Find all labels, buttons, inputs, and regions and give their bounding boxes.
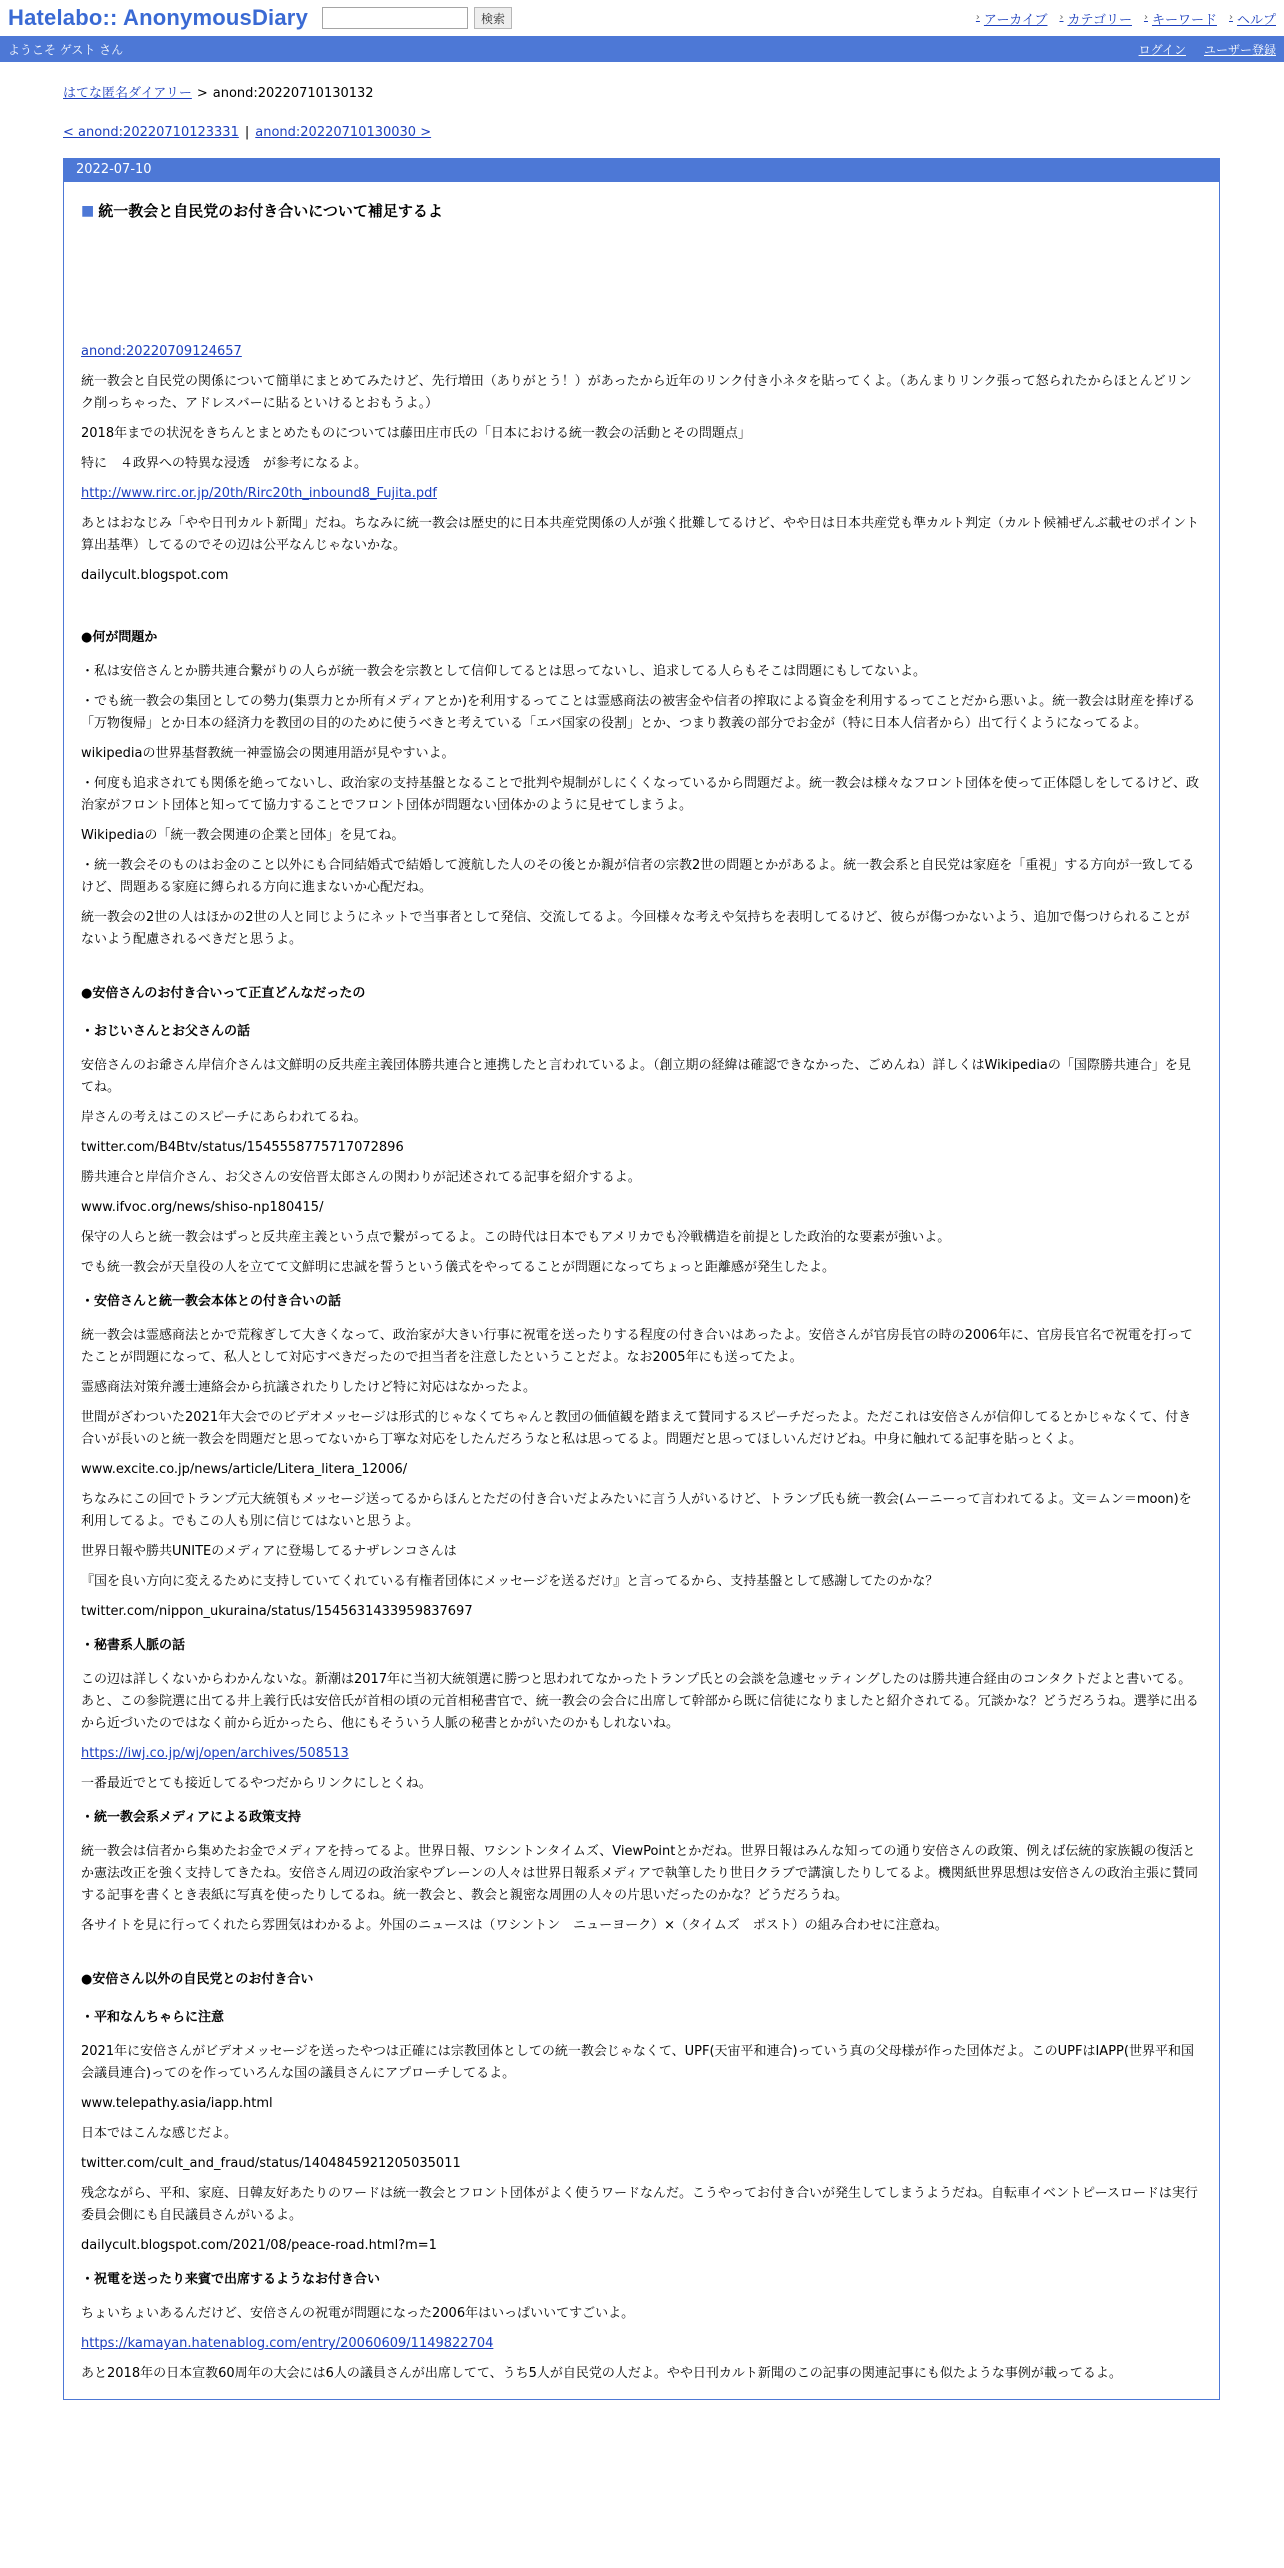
permalink-square-icon[interactable]: ■ — [81, 202, 95, 219]
paragraph: でも統一教会が天皇役の人を立てて文鮮明に忠誠を誓うという儀式をやってることが問題になってちょっと距離感が発生したよ。 — [81, 1260, 836, 1275]
paragraph: twitter.com/cult_and_fraud/status/1404845921205035011 — [81, 2156, 461, 2171]
section-heading: ●安倍さん以外の自民党とのお付き合い — [81, 1972, 314, 1987]
chevron-right-icon: › — [1143, 12, 1148, 23]
paragraph: ・でも統一教会の集団としての勢力(集票力とか所有メディアとか)を利用するってことは霊感商法の被害金や信者の搾取による資金を利用するってことだから悪いよ。統一教会は財産を捧げる「万物復帰」とか日本の経済力を教団の目的のために使うべきと考えている「エバ国家の役割」とか、つまり教義の部分でお金が（特に日本人信者から）出て行くようになってるよ。 — [81, 694, 1196, 731]
paragraph: ・統一教会そのものはお金のこと以外にも合同結婚式で結婚して渡航した人のその後とか親が信者の宗教2世の問題とかがあるよ。統一教会系と自民党は家庭を「重視」する方向が一致してるけど、問題ある家庭に縛られる方向に進まないか心配だね。 — [81, 858, 1195, 895]
paragraph: wikipediaの世界基督教統一神霊協会の関連用語が見やすいよ。 — [81, 746, 455, 761]
chevron-right-icon: › — [1228, 12, 1233, 23]
section-heading: ●安倍さんのお付き合いって正直どんなだったの — [81, 986, 366, 1001]
paragraph: あと2018年の日本宣教60周年の大会には6人の議員さんが出席してて、うち5人が自民党の人だよ。やや日刊カルト新聞のこの記事の関連記事にも似たような事例が載ってるよ。 — [81, 2366, 1122, 2381]
entry-title-text: 統一教会と自民党のお付き合いについて補足するよ — [98, 202, 443, 220]
entry-section — [64, 200, 1219, 2399]
paragraph: 統一教会は霊感商法とかで荒稼ぎして大きくなって、政治家が大きい行事に祝電を送ったりする程度の付き合いはあったよ。安倍さんが官房長官の時の2006年に、官房長官名で祝電を打ってたことが問題になって、私人として対応すべきだったので担当者を注意したということだよ。なお2005年にも送ってたよ。 — [81, 1328, 1193, 1365]
user-bar — [0, 36, 1284, 62]
register-link[interactable]: ユーザー登録 — [1203, 42, 1276, 57]
breadcrumb-current: anond:20220710130132 — [212, 86, 374, 101]
ref-link[interactable]: anond:20220709124657 — [81, 344, 242, 359]
search-input[interactable] — [322, 7, 468, 29]
next-entry-link[interactable]: anond:20220710130030 > — [255, 125, 432, 140]
paragraph: ちょいちょいあるんだけど、安倍さんの祝電が問題になった2006年はいっぱいいてすごいよ。 — [81, 2306, 635, 2321]
paragraph: www.ifvoc.org/news/shiso-np180415/ — [81, 1200, 324, 1215]
paragraph: あとはおなじみ「やや日刊カルト新聞」だね。ちなみに統一教会は歴史的に日本共産党関係の人が強く批難してるけど、やや日は日本共産党も準カルト判定（カルト候補ぜんぶ載せのポイント算出基準）してるのでその辺は公平なんじゃないかな。 — [81, 516, 1200, 553]
pdf-link[interactable]: http://www.rirc.or.jp/20th/Rirc20th_inbound8_Fujita.pdf — [81, 486, 437, 501]
paragraph: 統一教会と自民党の関係について簡単にまとめてみたけど、先行増田（ありがとう！）があったから近年のリンク付き小ネタを貼ってくよ。（あんまりリンク張って怒られたからほとんどリンク削っちゃった、アドレスバーに貼るといけるとおもうよ。） — [81, 374, 1192, 411]
breadcrumb-separator: > — [196, 86, 208, 101]
paragraph: ・私は安倍さんとか勝共連合繋がりの人らが統一教会を宗教として信仰してるとは思ってないし、追求してる人らもそこは問題にもしてないよ。 — [81, 664, 927, 679]
sub-heading: ・おじいさんとお父さんの話 — [81, 1024, 251, 1039]
prev-entry-link[interactable]: < anond:20220710123331 — [63, 125, 239, 140]
day-date: 2022-07-10 — [64, 158, 1219, 182]
paragraph: 残念ながら、平和、家庭、日韓友好あたりのワードは統一教会とフロント団体がよく使うワードなんだ。こうやってお付き合いが発生してしまうようだね。自転車イベントピースロードは実行委員会側にも自民議員さんがいるよ。 — [81, 2186, 1198, 2223]
pager-separator: | — [244, 125, 250, 140]
paragraph: dailycult.blogspot.com/2021/08/peace-road.html?m=1 — [81, 2238, 437, 2253]
welcome-text: ようこそ ゲスト さん — [8, 42, 124, 57]
sub-heading: ・安倍さんと統一教会本体との付き合いの話 — [81, 1294, 342, 1309]
pager — [63, 125, 1284, 140]
nav-keyword[interactable]: › キーワード — [1143, 12, 1217, 28]
paragraph: 2021年に安倍さんがビデオメッセージを送ったやつは正確には宗教団体としての統一教会じゃなくて、UPF(天宙平和連合)っていう真の父母様が作った団体だよ。このUPFはIAPP(世界平和国会議員連合)ってのを作っていろんな国の議員さんにアプローチしてるよ。 — [81, 2044, 1194, 2081]
kamayan-link[interactable]: https://kamayan.hatenablog.com/entry/20060609/1149822704 — [81, 2336, 494, 2351]
header — [0, 0, 1284, 36]
paragraph: 各サイトを見に行ってくれたら雰囲気はわかるよ。外国のニュースは（ワシントン ニューヨーク）×（タイムズ ポスト）の組み合わせに注意ね。 — [81, 1918, 948, 1933]
sub-heading: ・平和なんちゃらに注意 — [81, 2010, 225, 2025]
entry-title — [81, 200, 1202, 221]
day-box — [63, 158, 1220, 2400]
paragraph: ちなみにこの回でトランプ元大統領もメッセージ送ってるからほんとただの付き合いだよみたいに言う人がいるけど、トランプ氏も統一教会(ムーニーって言われてるよ。文＝ムン＝moon)を利用してるよ。でもこの人も別に信じてはないと思うよ。 — [81, 1492, 1192, 1529]
paragraph: 一番最近でとても接近してるやつだからリンクにしとくね。 — [81, 1776, 432, 1791]
paragraph: twitter.com/nippon_ukuraina/status/1545631433959837697 — [81, 1604, 473, 1619]
sub-heading: ・祝電を送ったり来賓で出席するようなお付き合い — [81, 2272, 381, 2287]
paragraph: 勝共連合と岸信介さん、お父さんの安倍晋太郎さんの関わりが記述されてる記事を紹介するよ。 — [81, 1170, 641, 1185]
breadcrumb — [63, 82, 1284, 101]
breadcrumb-home-link[interactable]: はてな匿名ダイアリー — [63, 86, 192, 101]
paragraph: www.telepathy.asia/iapp.html — [81, 2096, 273, 2111]
nav-help[interactable]: › ヘルプ — [1228, 12, 1276, 28]
paragraph: この辺は詳しくないからわかんないな。新潮は2017年に当初大統領選に勝つと思われてなかったトランプ氏との会談を急遽セッティングしたのは勝共連合経由のコンタクトだよと書いてる。あと、この参院選に出てる井上義行氏は安倍氏が首相の頃の元首相秘書官で、統一教会の会合に出席して幹部から既に信徒になりましたと紹介されてる。冗談かな？どうだろうね。選挙に出るから近づいたのではなく前から近かったら、他にもそういう人脈の秘書とかがいたのかもしれないね。 — [81, 1672, 1199, 1731]
paragraph: 世間がざわついた2021年大会でのビデオメッセージは形式的じゃなくてちゃんと教団の価値観を踏まえて賛同するスピーチだったよ。ただこれは安倍さんが信仰してるとかじゃなくて、付き合いが長いのと統一教会を問題だと思ってないから丁寧な対応をしたんだろうなと私は思ってるよ。問題だと思ってほしいんだけどね。中身に触れてる記事を貼っとくよ。 — [81, 1410, 1192, 1447]
paragraph: 日本ではこんな感じだよ。 — [81, 2126, 238, 2141]
site-logo[interactable]: Hatelabo:: AnonymousDiary — [8, 5, 309, 30]
paragraph: 保守の人らと統一教会はずっと反共産主義という点で繋がってるよ。この時代は日本でもアメリカでも冷戦構造を前提とした政治的な要素が強いよ。 — [81, 1230, 951, 1245]
login-link[interactable]: ログイン — [1138, 42, 1186, 57]
paragraph: 2018年までの状況をきちんとまとめたものについては藤田庄市氏の「日本における統一教会の活動とその問題点」 — [81, 426, 751, 441]
search-button[interactable]: 検索 — [474, 7, 512, 29]
paragraph: 安倍さんのお爺さん岸信介さんは文鮮明の反共産主義団体勝共連合と連携したと言われているよ。（創立期の経緯は確認できなかった、ごめんね）詳しくはWikipediaの「国際勝共連合」を見てね。 — [81, 1058, 1191, 1095]
nav-archive[interactable]: › アーカイブ — [975, 12, 1048, 28]
header-nav — [976, 9, 1276, 28]
paragraph: 統一教会は信者から集めたお金でメディアを持ってるよ。世界日報、ワシントンタイムズ、ViewPointとかだね。世界日報はみんな知っての通り安倍さんの政策、例えば伝統的家族観の復活とか憲法改正を強く支持してきたね。安倍さん周辺の政治家やブレーンの人々は世界日報系メディアで執筆したり世日クラブで講演したりしてるよ。機関紙世界思想は安倍さんの政治主張に賛同する記事を書くとき表紙に写真を使ったりしてるね。統一教会と、教会と親密な周囲の人々の片思いだったのかな？どうだろうね。 — [81, 1844, 1198, 1903]
paragraph: 統一教会の2世の人はほかの2世の人と同じようにネットで当事者として発信、交流してるよ。今回様々な考えや気持ちを表明してるけど、彼らが傷つかないよう、追加で傷つけられることがないよう配慮されるべきだと思うよ。 — [81, 910, 1190, 947]
main-content — [0, 82, 1284, 2400]
paragraph: 世界日報や勝共UNITEのメディアに登場してるナザレンコさんは — [81, 1544, 457, 1559]
paragraph: twitter.com/B4Btv/status/1545558775717072896 — [81, 1140, 404, 1155]
paragraph: 特に ４政界への特異な浸透 が参考になるよ。 — [81, 456, 368, 471]
chevron-right-icon: › — [1059, 12, 1064, 23]
paragraph: 岸さんの考えはこのスピーチにあらわれてるね。 — [81, 1110, 367, 1125]
paragraph: Wikipediaの「統一教会関連の企業と団体」を見てね。 — [81, 828, 405, 843]
sub-heading: ・秘書系人脈の話 — [81, 1638, 186, 1653]
iwj-link[interactable]: https://iwj.co.jp/wj/open/archives/508513 — [81, 1746, 349, 1761]
nav-category[interactable]: › カテゴリー — [1059, 12, 1132, 28]
paragraph: dailycult.blogspot.com — [81, 568, 229, 583]
paragraph: www.excite.co.jp/news/article/Litera_litera_12006/ — [81, 1462, 408, 1477]
paragraph: 霊感商法対策弁護士連絡会から抗議されたりしたけど特に対応はなかったよ。 — [81, 1380, 537, 1395]
paragraph: ・何度も追求されても関係を絶ってないし、政治家の支持基盤となることで批判や規制がしにくくなっているから問題だよ。統一教会は様々なフロント団体を使って正体隠しをしてるけど、政治家がフロント団体と知ってて協力することでフロント団体が問題ない団体かのように見せてしまうよ。 — [81, 776, 1200, 813]
sub-heading: ・統一教会系メディアによる政策支持 — [81, 1810, 301, 1825]
paragraph: 『国を良い方向に変えるために支持していてくれている有権者団体にメッセージを送るだけ』と言ってるから、支持基盤として感謝してたのかな？ — [81, 1574, 939, 1589]
chevron-right-icon: › — [975, 12, 980, 23]
section-heading: ●何が問題か — [81, 630, 158, 645]
